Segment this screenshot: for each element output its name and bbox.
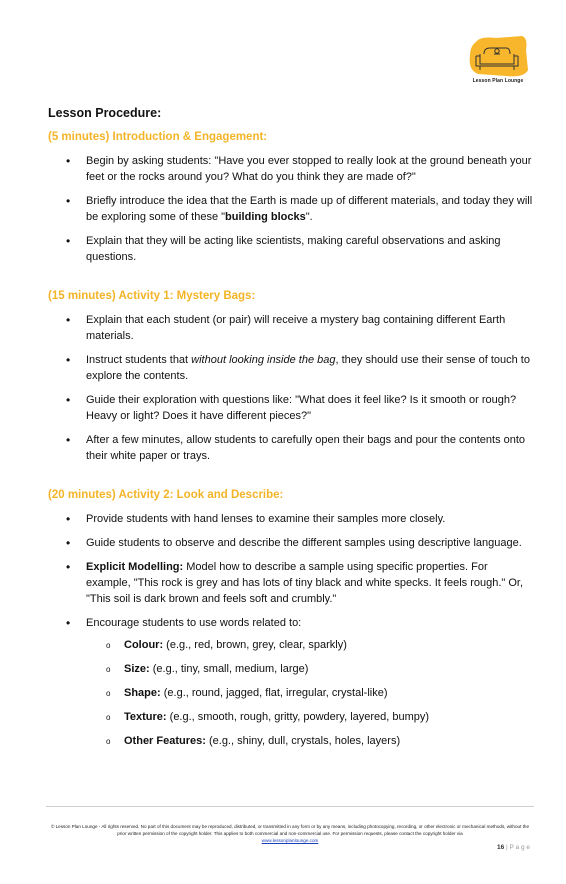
list-item: • Explain that they will be acting like scientists, making careful observations and asking questions. — [48, 233, 534, 265]
list-item: • Encourage students to use words related to: o Colour: (e.g., red, brown, grey, clear, sparkly) o Size: (e.g., tiny, small, medium, large) o Shape: (e.g., round, jagged, flat, irregular, crystal-like) o Texture: (e.g., smooth, rough, gritty, powdery, layered, bumpy) o Other Features: (e.g., shiny, dull, crystals, holes, layers) — [48, 615, 534, 749]
section-heading-introduction: (5 minutes) Introduction & Engagement: — [48, 131, 268, 143]
property-sublist — [86, 637, 534, 749]
sublist-item-colour: o Colour: (e.g., red, brown, grey, clear, sparkly) — [86, 637, 534, 653]
sublist-item-shape: o Shape: (e.g., round, jagged, flat, irregular, crystal-like) — [86, 685, 534, 701]
page-title: Lesson Procedure: — [48, 106, 162, 120]
sublist-item-size: o Size: (e.g., tiny, small, medium, large) — [86, 661, 534, 677]
bold-text: Explicit Modelling: — [86, 561, 184, 573]
list-item: • Guide students to observe and describe the different samples using descriptive language. — [48, 535, 534, 551]
page-number: 16 | P a g e — [496, 844, 530, 851]
list-item: • After a few minutes, allow students to carefully open their bags and pour the contents onto their white paper or trays. — [48, 432, 534, 464]
list-item: • Begin by asking students: "Have you ever stopped to really look at the ground beneath your feet or the rocks around you? What do you think they are made of?" — [48, 153, 534, 185]
introduction-list — [48, 153, 534, 265]
list-item: • Explicit Modelling: Model how to describe a sample using specific properties. For example, "This rock is grey and has lots of tiny black and white specks. It feels rough." Or, "This soil is dark brown and feels soft and crumbly." — [48, 559, 534, 607]
list-item: • Briefly introduce the idea that the Earth is made up of different materials, and today they will be exploring some of these "building blocks". — [48, 193, 534, 225]
website-link[interactable]: www.lessonplanlounge.com — [261, 838, 319, 843]
list-item: • Instruct students that without looking inside the bag, they should use their sense of touch to explore the contents. — [48, 352, 534, 384]
sublist-item-texture: o Texture: (e.g., smooth, rough, gritty, powdery, layered, bumpy) — [86, 709, 534, 725]
sofa-icon — [466, 36, 530, 78]
section-heading-mystery-bags: (15 minutes) Activity 1: Mystery Bags: — [48, 290, 256, 302]
section-heading-look-and-describe: (20 minutes) Activity 2: Look and Describe: — [48, 489, 284, 501]
copyright-footer — [46, 823, 534, 844]
mystery-bags-list — [48, 312, 534, 464]
sublist-item-other-features: o Other Features: (e.g., shiny, dull, crystals, holes, layers) — [86, 733, 534, 749]
footer-divider — [46, 806, 534, 807]
list-item: • Provide students with hand lenses to examine their samples more closely. — [48, 511, 534, 527]
copyright-text: © Lesson Plan Lounge - All rights reserved. No part of this document may be reproduced, distributed, or transmitted in any form or by any means, including photocopying, recording, or other electronic or mechanical methods, without the prior written permission of the copyright holder. This applies to both commercial and non-commercial use. For permission requests, please contact the copyright holder via — [50, 824, 530, 836]
lesson-content — [48, 106, 534, 757]
logo-text: Lesson Plan Lounge — [472, 78, 524, 84]
list-item: • Guide their exploration with questions like: "What does it feel like? Is it smooth or rough? Heavy or light? Does it have different pieces?" — [48, 392, 534, 424]
list-item: • Explain that each student (or pair) will receive a mystery bag containing different Earth materials. — [48, 312, 534, 344]
lesson-plan-lounge-logo — [466, 36, 530, 86]
italic-text: without looking inside the bag — [191, 354, 336, 366]
look-and-describe-list — [48, 511, 534, 749]
bold-text: building blocks — [225, 211, 306, 223]
